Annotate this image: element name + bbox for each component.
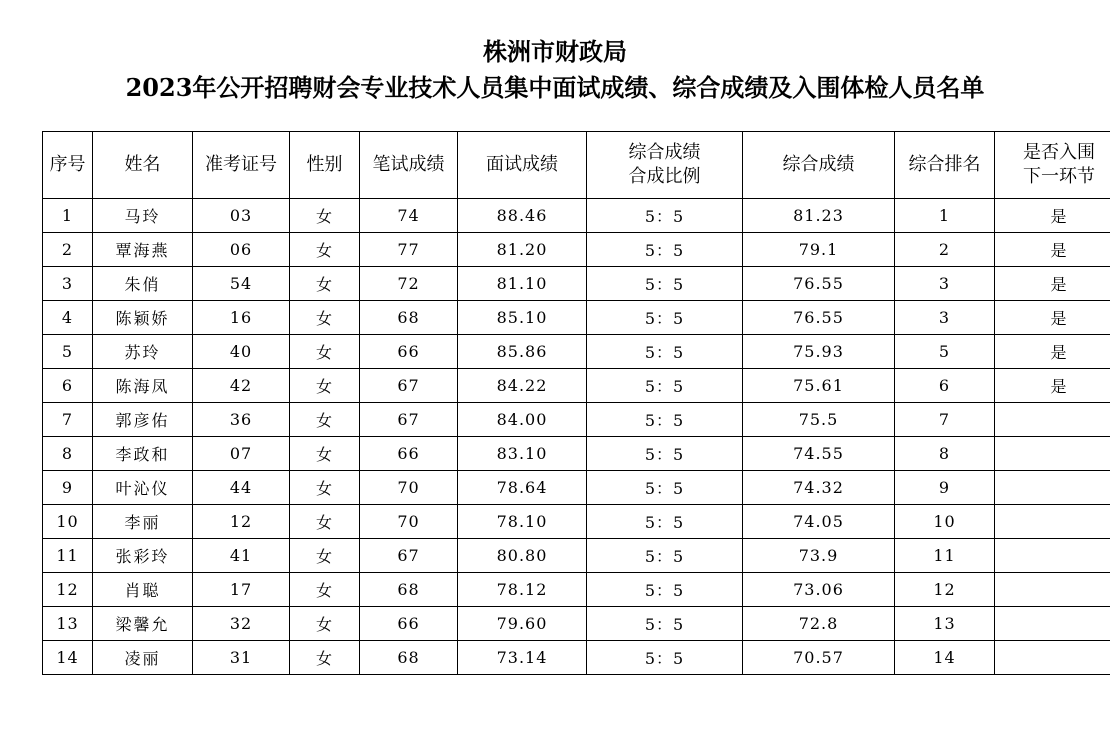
cell-ratio: 5：5: [587, 437, 743, 471]
cell-seq: 8: [43, 437, 93, 471]
header-ticket: 准考证号: [193, 132, 290, 199]
cell-composite: 76.55: [743, 267, 895, 301]
table-row: [43, 539, 1110, 573]
cell-written: 68: [360, 573, 458, 607]
cell-ratio: 5：5: [587, 301, 743, 335]
cell-composite: 81.23: [743, 199, 895, 233]
cell-ratio: 5：5: [587, 505, 743, 539]
cell-ratio: 5：5: [587, 573, 743, 607]
cell-interview: 73.14: [458, 641, 587, 675]
cell-ratio: 5：5: [587, 471, 743, 505]
table-row: [43, 607, 1110, 641]
cell-ratio: 5：5: [587, 539, 743, 573]
cell-seq: 4: [43, 301, 93, 335]
cell-next: [995, 403, 1110, 437]
cell-next: 是: [995, 335, 1110, 369]
header-gender: 性别: [290, 132, 360, 199]
cell-name: 苏玲: [93, 335, 193, 369]
cell-composite: 74.55: [743, 437, 895, 471]
cell-seq: 13: [43, 607, 93, 641]
cell-written: 77: [360, 233, 458, 267]
cell-composite: 76.55: [743, 301, 895, 335]
cell-gender: 女: [290, 301, 360, 335]
cell-rank: 1: [895, 199, 995, 233]
header-ratio-line1: 综合成绩: [628, 142, 701, 163]
header-seq: 序号: [43, 132, 93, 199]
cell-composite: 70.57: [743, 641, 895, 675]
cell-rank: 6: [895, 369, 995, 403]
cell-gender: 女: [290, 505, 360, 539]
cell-interview: 80.80: [458, 539, 587, 573]
cell-composite: 73.06: [743, 573, 895, 607]
cell-written: 66: [360, 607, 458, 641]
cell-ticket: 06: [193, 233, 290, 267]
cell-rank: 3: [895, 267, 995, 301]
cell-interview: 81.20: [458, 233, 587, 267]
table-row: [43, 641, 1110, 675]
cell-name: 陈海凤: [93, 369, 193, 403]
cell-written: 66: [360, 437, 458, 471]
header-next: [995, 132, 1110, 199]
header-composite: 综合成绩: [743, 132, 895, 199]
cell-next: 是: [995, 267, 1110, 301]
cell-rank: 8: [895, 437, 995, 471]
cell-name: 肖聪: [93, 573, 193, 607]
header-interview: 面试成绩: [458, 132, 587, 199]
cell-name: 覃海燕: [93, 233, 193, 267]
cell-next: [995, 607, 1110, 641]
cell-gender: 女: [290, 607, 360, 641]
cell-seq: 1: [43, 199, 93, 233]
page-subtitle: 2023年公开招聘财会专业技术人员集中面试成绩、综合成绩及入围体检人员名单: [125, 73, 985, 102]
header-written: 笔试成绩: [360, 132, 458, 199]
table-row: [43, 437, 1110, 471]
table-row: [43, 233, 1110, 267]
cell-interview: 84.00: [458, 403, 587, 437]
cell-name: 郭彦佑: [93, 403, 193, 437]
header-next-line2: 下一环节: [1023, 166, 1095, 187]
cell-gender: 女: [290, 335, 360, 369]
cell-composite: 74.32: [743, 471, 895, 505]
cell-next: [995, 471, 1110, 505]
cell-written: 67: [360, 369, 458, 403]
cell-interview: 85.10: [458, 301, 587, 335]
cell-ratio: 5：5: [587, 233, 743, 267]
cell-ratio: 5：5: [587, 369, 743, 403]
cell-name: 朱俏: [93, 267, 193, 301]
cell-ticket: 16: [193, 301, 290, 335]
cell-composite: 74.05: [743, 505, 895, 539]
cell-ticket: 40: [193, 335, 290, 369]
table-row: [43, 267, 1110, 301]
cell-ticket: 44: [193, 471, 290, 505]
cell-interview: 79.60: [458, 607, 587, 641]
cell-gender: 女: [290, 471, 360, 505]
header-next-line1: 是否入围: [1023, 142, 1095, 163]
cell-seq: 7: [43, 403, 93, 437]
cell-interview: 78.64: [458, 471, 587, 505]
cell-ratio: 5：5: [587, 607, 743, 641]
cell-gender: 女: [290, 641, 360, 675]
cell-rank: 11: [895, 539, 995, 573]
cell-name: 李政和: [93, 437, 193, 471]
table-row: [43, 335, 1110, 369]
cell-seq: 5: [43, 335, 93, 369]
cell-rank: 5: [895, 335, 995, 369]
cell-interview: 83.10: [458, 437, 587, 471]
cell-gender: 女: [290, 573, 360, 607]
cell-gender: 女: [290, 539, 360, 573]
cell-next: 是: [995, 233, 1110, 267]
cell-interview: 81.10: [458, 267, 587, 301]
cell-name: 凌丽: [93, 641, 193, 675]
cell-composite: 75.5: [743, 403, 895, 437]
cell-ticket: 32: [193, 607, 290, 641]
cell-ticket: 42: [193, 369, 290, 403]
cell-interview: 84.22: [458, 369, 587, 403]
cell-written: 72: [360, 267, 458, 301]
score-table: [42, 131, 1110, 675]
cell-next: [995, 505, 1110, 539]
cell-next: 是: [995, 301, 1110, 335]
cell-composite: 72.8: [743, 607, 895, 641]
header-name: 姓名: [93, 132, 193, 199]
cell-interview: 78.12: [458, 573, 587, 607]
cell-rank: 3: [895, 301, 995, 335]
cell-ticket: 12: [193, 505, 290, 539]
cell-rank: 13: [895, 607, 995, 641]
cell-gender: 女: [290, 369, 360, 403]
header-rank: 综合排名: [895, 132, 995, 199]
cell-rank: 7: [895, 403, 995, 437]
cell-gender: 女: [290, 437, 360, 471]
table-row: [43, 505, 1110, 539]
cell-ticket: 36: [193, 403, 290, 437]
cell-ticket: 03: [193, 199, 290, 233]
cell-seq: 10: [43, 505, 93, 539]
cell-written: 68: [360, 301, 458, 335]
table-row: [43, 301, 1110, 335]
cell-rank: 2: [895, 233, 995, 267]
cell-ticket: 07: [193, 437, 290, 471]
page-title: 株洲市财政局: [483, 37, 627, 66]
cell-seq: 3: [43, 267, 93, 301]
cell-next: [995, 573, 1110, 607]
cell-gender: 女: [290, 267, 360, 301]
table-row: [43, 573, 1110, 607]
table-header-row: [43, 132, 1110, 199]
cell-interview: 88.46: [458, 199, 587, 233]
cell-written: 74: [360, 199, 458, 233]
cell-next: [995, 437, 1110, 471]
cell-name: 李丽: [93, 505, 193, 539]
cell-written: 70: [360, 505, 458, 539]
cell-ratio: 5：5: [587, 641, 743, 675]
cell-ratio: 5：5: [587, 199, 743, 233]
cell-gender: 女: [290, 233, 360, 267]
cell-written: 66: [360, 335, 458, 369]
cell-composite: 73.9: [743, 539, 895, 573]
cell-written: 67: [360, 539, 458, 573]
cell-ratio: 5：5: [587, 403, 743, 437]
cell-ticket: 17: [193, 573, 290, 607]
cell-seq: 12: [43, 573, 93, 607]
cell-written: 67: [360, 403, 458, 437]
table-row: [43, 369, 1110, 403]
cell-seq: 9: [43, 471, 93, 505]
cell-next: 是: [995, 199, 1110, 233]
cell-gender: 女: [290, 403, 360, 437]
cell-seq: 14: [43, 641, 93, 675]
cell-ticket: 31: [193, 641, 290, 675]
cell-interview: 85.86: [458, 335, 587, 369]
cell-next: [995, 641, 1110, 675]
cell-seq: 2: [43, 233, 93, 267]
cell-composite: 79.1: [743, 233, 895, 267]
cell-rank: 10: [895, 505, 995, 539]
cell-ratio: 5：5: [587, 267, 743, 301]
cell-ratio: 5：5: [587, 335, 743, 369]
cell-ticket: 41: [193, 539, 290, 573]
cell-seq: 6: [43, 369, 93, 403]
cell-composite: 75.93: [743, 335, 895, 369]
cell-gender: 女: [290, 199, 360, 233]
cell-rank: 12: [895, 573, 995, 607]
table-row: [43, 199, 1110, 233]
header-ratio-line2: 合成比例: [628, 166, 701, 187]
cell-written: 70: [360, 471, 458, 505]
cell-rank: 9: [895, 471, 995, 505]
cell-interview: 78.10: [458, 505, 587, 539]
cell-written: 68: [360, 641, 458, 675]
cell-name: 陈颖娇: [93, 301, 193, 335]
cell-name: 叶沁仪: [93, 471, 193, 505]
cell-ticket: 54: [193, 267, 290, 301]
cell-next: 是: [995, 369, 1110, 403]
cell-name: 梁馨允: [93, 607, 193, 641]
cell-name: 马玲: [93, 199, 193, 233]
table-row: [43, 403, 1110, 437]
cell-name: 张彩玲: [93, 539, 193, 573]
cell-rank: 14: [895, 641, 995, 675]
cell-next: [995, 539, 1110, 573]
cell-composite: 75.61: [743, 369, 895, 403]
table-row: [43, 471, 1110, 505]
cell-seq: 11: [43, 539, 93, 573]
header-ratio: [587, 132, 743, 199]
